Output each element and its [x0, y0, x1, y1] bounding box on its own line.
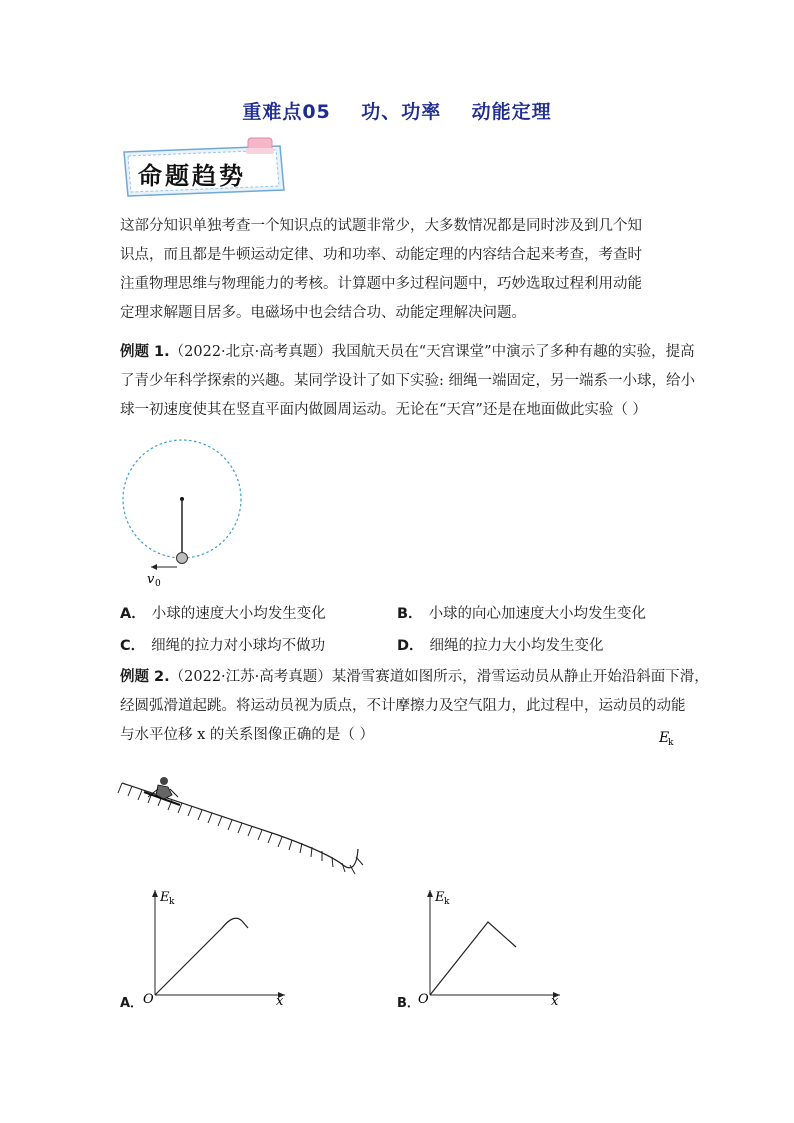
page-title: 重难点05 功、功率 动能定理 [242, 101, 552, 123]
graph-b-origin: O [418, 992, 429, 1007]
ek-inline-symbol [659, 728, 683, 748]
ek-sub: k [668, 738, 674, 748]
option-text: 细绳的拉力对小球均不做功 [151, 638, 326, 654]
graph-a-ysub: k [169, 897, 175, 907]
example1-line: 球一初速度使其在竖直平面内做圆周运动。无论在“天宫”还是在地面做此实验（ ） [120, 402, 647, 418]
graph-b-ysub: k [444, 897, 450, 907]
option-text: 小球的向心加速度大小均发生变化 [428, 606, 647, 622]
example2-line: （2022·江苏·高考真题）某滑雪赛道如图所示，滑雪运动员从静止开始沿斜面下滑， [169, 669, 709, 685]
circular-motion-figure [115, 440, 255, 590]
option-letter: D． [397, 638, 424, 654]
option-a[interactable] [120, 602, 326, 623]
example2-question [120, 663, 709, 750]
graph-b[interactable] [415, 885, 565, 1010]
option-text: 小球的速度大小均发生变化 [151, 606, 326, 622]
velocity-label: v [147, 572, 155, 587]
example2-line: 经圆弧滑道起跳。将运动员视为质点，不计摩擦力及空气阻力，此过程中，运动员的动能 [120, 698, 686, 714]
option-letter: C． [120, 638, 146, 654]
velocity-subscript: 0 [155, 579, 161, 589]
option-c[interactable] [120, 634, 325, 655]
example2-line: 与水平位移 x 的关系图像正确的是（ ） [120, 727, 375, 743]
ek-main: E [659, 730, 670, 746]
intro-line: 注重物理思维与物理能力的考核。计算题中多过程问题中，巧妙选取过程利用动能 [120, 276, 642, 292]
option-text: 细绳的拉力大小均发生变化 [429, 638, 604, 654]
example1-label: 例题 1. [120, 344, 170, 360]
example2-label: 例题 2. [120, 669, 170, 685]
option-b[interactable] [397, 602, 646, 623]
intro-line: 这部分知识单独考查一个知识点的试题非常少，大多数情况都是同时涉及到几个知 [120, 218, 642, 234]
graph-a-origin: O [143, 992, 154, 1007]
graph-a-letter: A． [120, 996, 144, 1011]
intro-line: 识点，而且都是牛顿运动定律、功和功率、动能定理的内容结合起来考查，考查时 [120, 247, 642, 263]
example1-question [120, 338, 695, 425]
graph-b-ylabel: E [435, 890, 445, 905]
banner-text: 命题趋势 [138, 162, 246, 190]
graph-b-letter: B． [397, 996, 420, 1011]
intro-paragraph [120, 212, 680, 328]
option-letter: B． [397, 606, 423, 622]
intro-line: 定理求解题目居多。电磁场中也会结合功、动能定理解决问题。 [120, 305, 526, 321]
option-d[interactable] [397, 634, 604, 655]
example1-line: （2022·北京·高考真题）我国航天员在“天宫课堂”中演示了多种有趣的实验，提高 [169, 344, 695, 360]
ski-slope-figure [118, 775, 378, 885]
option-letter: A． [120, 606, 146, 622]
graph-a[interactable] [140, 885, 290, 1010]
graph-a-xlabel: x [276, 994, 284, 1009]
example1-line: 了青少年科学探索的兴趣。某同学设计了如下实验: 细绳一端固定，另一端系一小球，给小 [120, 373, 695, 389]
graph-b-xlabel: x [551, 994, 559, 1009]
graph-a-ylabel: E [160, 890, 170, 905]
